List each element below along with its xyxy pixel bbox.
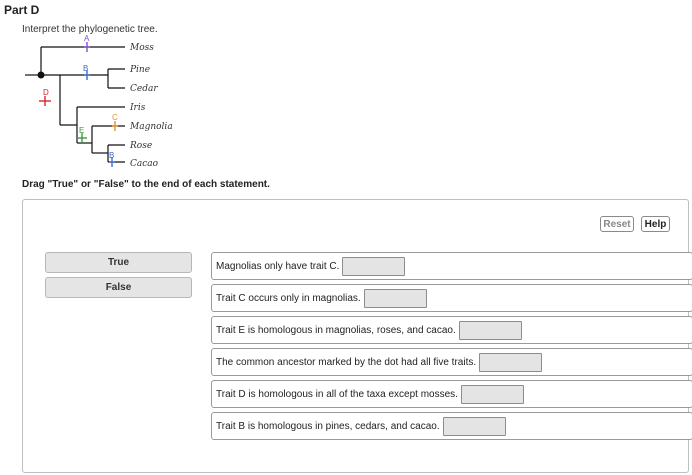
statement-row bbox=[211, 380, 692, 408]
part-title: Part D bbox=[4, 3, 40, 17]
reset-button[interactable]: Reset bbox=[600, 216, 634, 232]
taxon-label: Moss bbox=[130, 43, 154, 53]
answer-drop-zone[interactable] bbox=[461, 385, 524, 404]
statement-row bbox=[211, 348, 692, 376]
trait-label-c: C bbox=[112, 113, 118, 122]
statement-text: Trait E is homologous in magnolias, roses, and cacao. bbox=[216, 324, 456, 336]
taxon-label: Magnolia bbox=[130, 122, 173, 132]
statement-row bbox=[211, 412, 692, 440]
statement-text: Trait C occurs only in magnolias. bbox=[216, 292, 361, 304]
trait-marker-d bbox=[39, 88, 51, 106]
statement-text: Magnolias only have trait C. bbox=[216, 260, 340, 272]
phylogenetic-tree bbox=[0, 0, 692, 175]
instruction-text: Interpret the phylogenetic tree. bbox=[22, 24, 158, 35]
taxon-label: Cedar bbox=[130, 84, 158, 94]
statement-row bbox=[211, 284, 692, 312]
taxon-label: Pine bbox=[130, 65, 151, 75]
common-ancestor-dot bbox=[38, 72, 45, 79]
statement-text: The common ancestor marked by the dot had all five traits. bbox=[216, 356, 477, 368]
taxon-label: Rose bbox=[130, 141, 153, 151]
answer-drop-zone[interactable] bbox=[364, 289, 427, 308]
trait-label-a: A bbox=[84, 34, 90, 43]
trait-marker-a bbox=[84, 34, 90, 52]
drag-instruction: Drag "True" or "False" to the end of each statement. bbox=[22, 179, 270, 190]
trait-marker-b-cacao bbox=[109, 151, 115, 167]
trait-label-d: D bbox=[43, 88, 49, 97]
statement-row bbox=[211, 316, 692, 344]
false-choice-tile[interactable]: False bbox=[45, 277, 192, 298]
trait-marker-e bbox=[77, 126, 87, 143]
statement-text: Trait B is homologous in pines, cedars, and cacao. bbox=[216, 420, 440, 432]
trait-label-e: E bbox=[79, 126, 85, 135]
answer-drop-zone[interactable] bbox=[443, 417, 506, 436]
trait-label-b-conifers: B bbox=[83, 64, 89, 73]
taxon-label: Iris bbox=[130, 103, 146, 113]
statement-text: Trait D is homologous in all of the taxa except mosses. bbox=[216, 388, 458, 400]
answer-drop-zone[interactable] bbox=[342, 257, 405, 276]
trait-marker-c bbox=[112, 113, 118, 131]
answer-drop-zone[interactable] bbox=[459, 321, 522, 340]
trait-label-b-cacao: B bbox=[109, 151, 115, 160]
answer-drop-zone[interactable] bbox=[479, 353, 542, 372]
taxon-label: Cacao bbox=[130, 159, 159, 169]
trait-marker-b-conifers bbox=[83, 64, 90, 80]
statement-row bbox=[211, 252, 692, 280]
help-button[interactable]: Help bbox=[641, 216, 670, 232]
true-choice-tile[interactable]: True bbox=[45, 252, 192, 273]
